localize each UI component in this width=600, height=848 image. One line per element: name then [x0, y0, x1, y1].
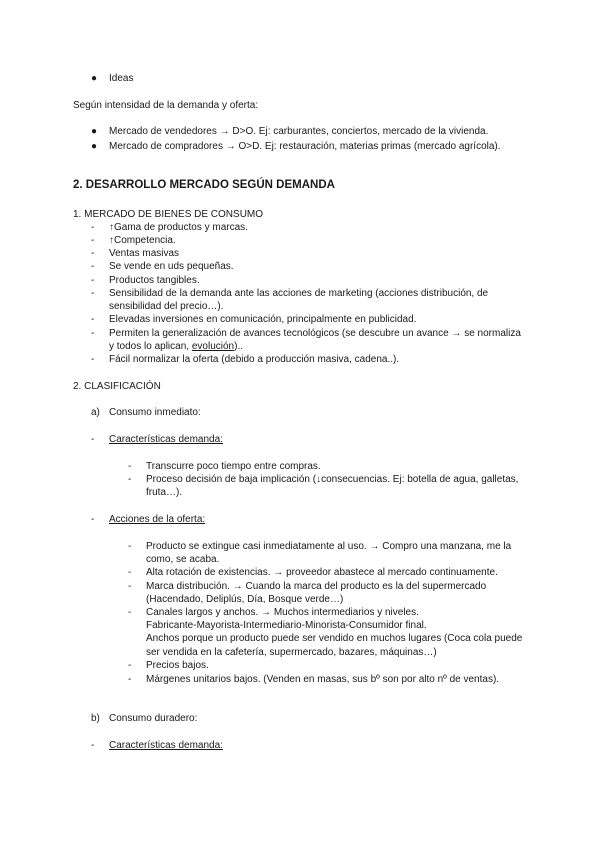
list-item: Sensibilidad de la demanda ante las acciones de marketing (acciones distribución, de [109, 288, 489, 299]
list-marker-b: b) [91, 713, 100, 724]
caracteristicas-demanda-label: Características demanda: [109, 740, 223, 751]
list-item: Precios bajos. [146, 660, 209, 671]
dash-marker: - [128, 660, 132, 671]
bullet-dot: ● [91, 73, 98, 84]
consumo-inmediato-label: Consumo inmediato: [109, 407, 201, 418]
list-item: Márgenes unitarios bajos. (Venden en masas, sus bº son por alto nº de ventas). [146, 674, 500, 685]
intro-heading: Según intensidad de la demanda y oferta: [73, 100, 259, 111]
dash-marker: - [91, 248, 95, 259]
text-segment: ).. [234, 341, 243, 352]
dash-marker: - [91, 740, 95, 751]
dash-marker: - [91, 222, 95, 233]
bullet-dot: ● [91, 126, 98, 137]
list-item: ↑Competencia. [109, 235, 176, 246]
list-item: Marca distribución. → Cuando la marca del producto es la del supermercado [146, 581, 487, 592]
list-item-continued: Fabricante-Mayorista-Intermediario-Minorista-Consumidor final. [146, 620, 427, 631]
dash-marker: - [128, 567, 132, 578]
dash-marker: - [91, 235, 95, 246]
evolucion-link-text: evolución [191, 341, 235, 352]
list-item: Permiten la generalización de avances tecnológicos (se descubre un avance → se normaliza [109, 328, 521, 339]
text-segment: y todos lo aplican, [109, 341, 190, 352]
dash-marker: - [91, 261, 95, 272]
list-item-continued: ser vendida en la cafetería, supermercado, bazares, máquinas…) [146, 647, 437, 658]
list-item: Ventas masivas [109, 248, 180, 259]
list-item-continued: fruta…). [146, 487, 183, 498]
section-title: 2. DESARROLLO MERCADO SEGÚN DEMANDA [73, 179, 335, 191]
list-item: Se vende en uds pequeñas. [109, 261, 234, 272]
dash-marker: - [91, 514, 95, 525]
list-item: Canales largos y anchos. → Muchos intermediarios y niveles. [146, 607, 419, 618]
list-item-continued: Anchos porque un producto puede ser vendido en muchos lugares (Coca cola puede [146, 633, 523, 644]
caracteristicas-demanda-label: Características demanda: [109, 434, 223, 445]
list-item-continued: sensibilidad del precio…). [109, 301, 224, 312]
intro-bullet: Mercado de vendedores → D>O. Ej: carburantes, conciertos, mercado de la vivienda. [109, 126, 489, 137]
list-item: Alta rotación de existencias. → proveedor abastece al mercado continuamente. [146, 567, 498, 578]
dash-marker: - [91, 288, 95, 299]
list-item: Producto se extingue casi inmediatamente al uso. → Compro una manzana, me la [146, 541, 512, 552]
dash-marker: - [128, 581, 132, 592]
dash-marker: - [91, 434, 95, 445]
dash-marker: - [128, 607, 132, 618]
list-item: Elevadas inversiones en comunicación, principalmente en publicidad. [109, 314, 417, 325]
intro-bullet: Mercado de compradores → O>D. Ej: restauración, materias primas (mercado agrícola). [109, 141, 501, 152]
acciones-oferta-label: Acciones de la oferta: [109, 514, 206, 525]
subsection-title: 2. CLASIFICACIÓN [73, 381, 161, 392]
list-item: Proceso decisión de baja implicación (↓consecuencias. Ej: botella de agua, galletas, [146, 474, 519, 485]
list-item: ↑Gama de productos y marcas. [109, 222, 248, 233]
top-bullet-text: Ideas [109, 73, 134, 84]
list-marker-a: a) [91, 407, 100, 418]
dash-marker: - [128, 541, 132, 552]
list-item: Transcurre poco tiempo entre compras. [146, 461, 321, 472]
list-item-continued [109, 340, 243, 353]
subsection-title: 1. MERCADO DE BIENES DE CONSUMO [73, 209, 264, 220]
dash-marker: - [91, 354, 95, 365]
consumo-duradero-label: Consumo duradero: [109, 713, 198, 724]
dash-marker: - [128, 474, 132, 485]
list-item: Fácil normalizar la oferta (debido a producción masiva, cadena..). [109, 354, 400, 365]
list-item-continued: (Hacendado, Deliplús, Día, Bosque verde…) [146, 594, 344, 605]
dash-marker: - [91, 275, 95, 286]
bullet-dot: ● [91, 141, 98, 152]
dash-marker: - [91, 328, 95, 339]
dash-marker: - [128, 674, 132, 685]
list-item: Productos tangibles. [109, 275, 200, 286]
dash-marker: - [91, 314, 95, 325]
dash-marker: - [128, 461, 132, 472]
list-item-continued: como, se acaba. [146, 554, 220, 565]
